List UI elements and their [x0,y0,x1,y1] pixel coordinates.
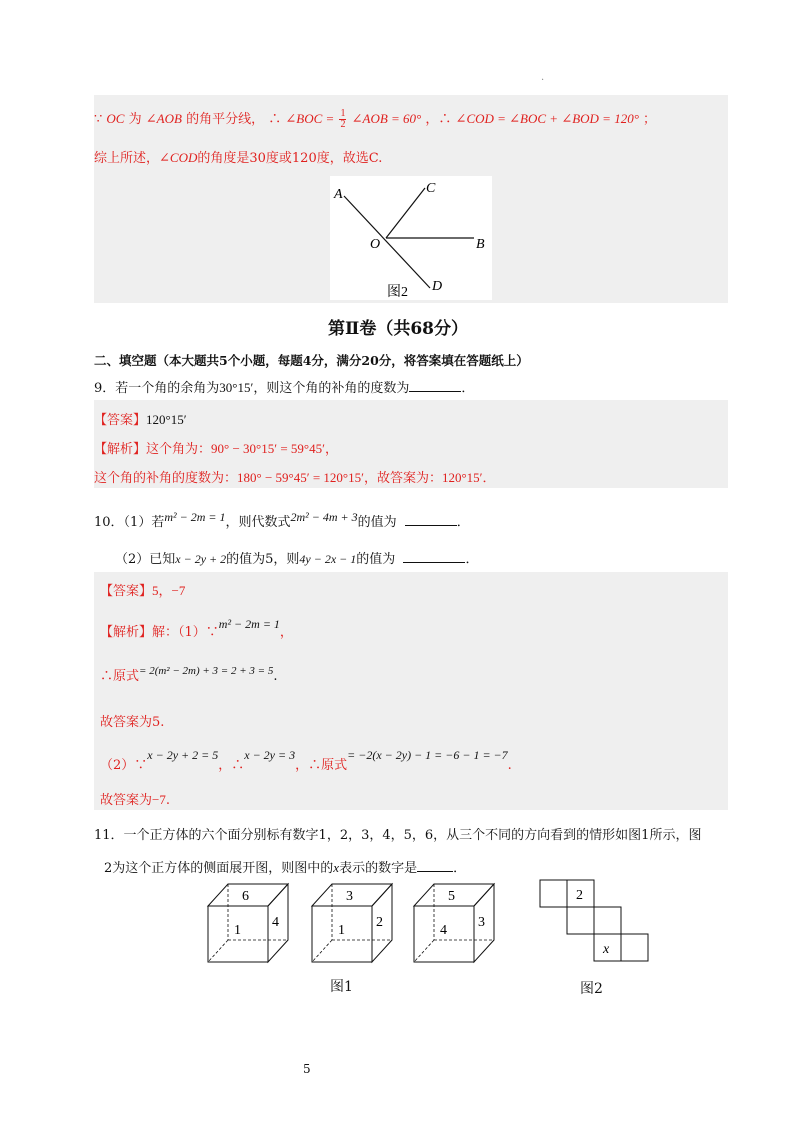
q10-part2-solution: （2）∵x − 2y + 2 = 5，∴x − 2y = 3，∴原式= −2(x − 2y) − 1 = −6 − 1 = −7. [100,748,512,773]
cube1-front-face: 1 [234,923,241,938]
label-A: A [334,187,343,202]
cube-2 [312,884,392,962]
figure-2-caption: 图2 [580,981,603,997]
question-9-stem: 9．若一个角的余角为30°15′，则这个角的补角的度数为 ． [94,380,475,396]
label-D: D [432,279,443,294]
half-fraction: $\frac{1}{2}$ [340,108,346,130]
q10-answer-2: 故答案为−7. [100,792,170,808]
question-11-line2: 2为这个正方体的侧面展开图，则图中的x表示的数字是 ． [104,860,467,876]
cube2-front-face: 1 [338,923,345,938]
angle-figure-2 [330,176,492,300]
net-face-x: x [603,942,610,957]
q10-analysis: 【解析】解：（1）∵m² − 2m = 1， [100,617,293,640]
answer-blank [403,550,465,563]
solution-box-q10 [94,572,728,810]
label-B: B [476,237,485,252]
question-10-part1: 10．（1）若m² − 2m = 1，则代数式2m² − 4m + 3的值为 ． [94,510,470,530]
solution-line-2: 综上所述，∠COD的角度是30度或120度，故选C. [94,150,383,166]
figure-1-caption: 图1 [330,979,353,995]
answer-blank [409,379,461,392]
cube-3 [414,884,494,962]
cube2-top-face: 3 [346,889,353,904]
net-face-2: 2 [576,888,583,903]
label-C: C [426,181,436,196]
cube3-front-face: 4 [440,923,447,938]
q10-answer: 【答案】5，−7 [100,583,186,599]
question-10-part2: （2）已知x − 2y + 2的值为5，则4y − 2x − 1的值为 ． [115,552,479,567]
label-O: O [370,237,381,252]
cube3-top-face: 5 [448,889,455,904]
answer-blank [417,859,453,872]
q9-analysis: 【解析】这个角为：90° − 30°15′ = 59°45′， [94,441,338,457]
cube1-side-face: 4 [272,915,279,930]
cube1-top-face: 6 [242,889,249,904]
q10-answer-1: 故答案为5. [100,715,165,730]
cube-1 [208,884,288,962]
cube-net-figure [536,876,652,964]
q10-original-expr: ∴原式$^{= 2(m^2 - 2m) + 3 = 2 + 3 = 5}$. [100,665,278,684]
section-heading: 二、填空题（本大题共5个小题，每题4分，满分20分，将答案填在答题纸上） [94,353,529,368]
answer-blank [405,513,457,526]
cube2-side-face: 2 [376,915,383,930]
cube-views-figure [200,878,510,970]
q9-answer: 【答案】120°15′ [94,412,187,428]
question-11-line1: 11．一个正方体的六个面分别标有数字1，2，3，4，5，6，从三个不同的方向看到的情形如图1所示，图 [94,828,702,843]
page-number: 5 [303,1062,311,1076]
q9-conclusion: 这个角的补角的度数为：180° − 59°45′ = 120°15′，故答案为：120°15′． [94,470,496,486]
dot-mark: . [541,72,545,83]
section-title: 第Ⅱ卷（共68分） [328,319,468,339]
solution-line-1: ∵ OC 为 ∠AOB 的角平分线， ∴ ∠BOC = $\frac{1}{2}$ ∠AOB = 60° ，∴ ∠COD = ∠BOC + ∠BOD = 120° ； [94,108,657,130]
figure-caption: 图2 [387,285,408,300]
cube3-side-face: 3 [478,915,485,930]
